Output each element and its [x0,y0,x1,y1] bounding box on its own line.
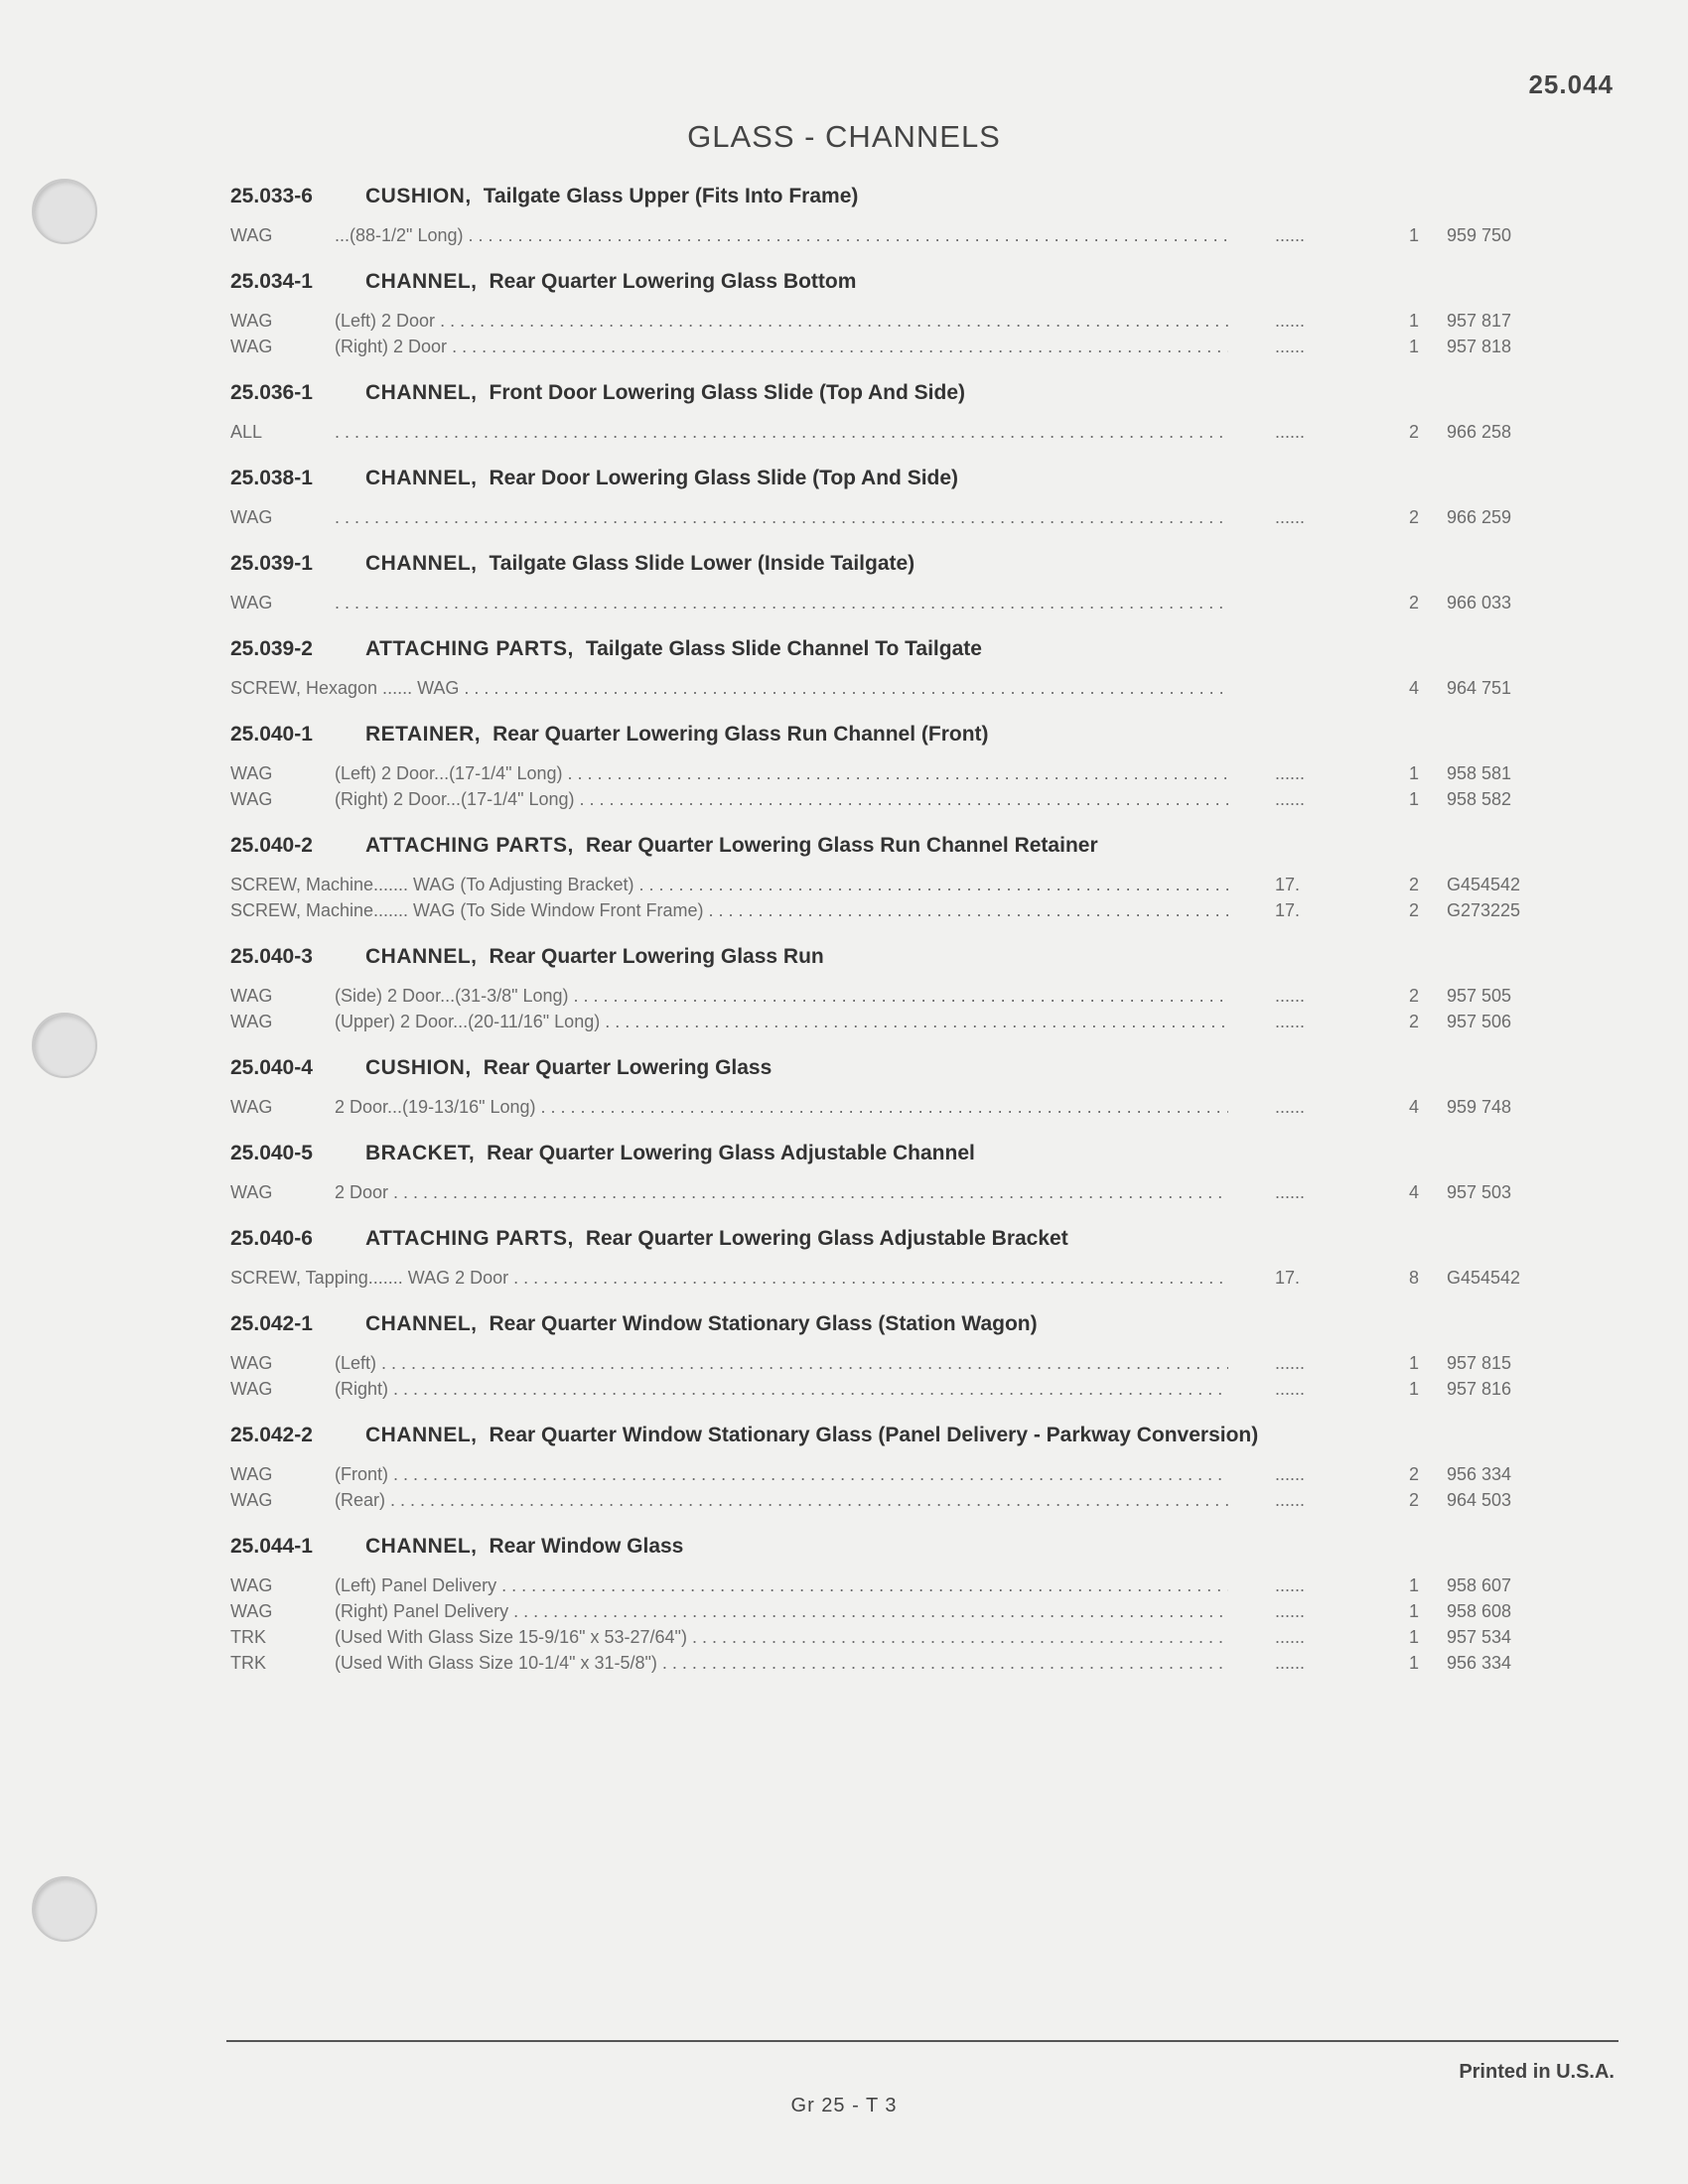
part-row [230,308,1561,334]
part-name: CHANNEL, [365,552,478,575]
quantity: 2 [1408,875,1419,894]
part-number: 966 033 [1447,593,1512,613]
model-code: WAG [230,1182,273,1202]
section-number: 25.036-1 [230,381,313,404]
reference-mark: ...... [1275,1012,1306,1031]
model-code: WAG [230,1012,273,1031]
quantity: 2 [1408,900,1419,920]
model-code: TRK [230,1627,266,1647]
row-description [230,1624,1228,1650]
quantity: 1 [1408,1601,1419,1621]
part-row [230,1350,1561,1376]
row-description [230,1572,1228,1598]
reference-mark: 17. [1275,1268,1301,1288]
row-description [230,1265,1228,1291]
part-description: Tailgate Glass Slide Lower (Inside Tailgate) [489,552,915,575]
part-number: 957 503 [1447,1182,1512,1202]
part-row [230,222,1561,248]
part-name: ATTACHING PARTS, [365,834,574,857]
model-code: WAG [230,1575,273,1595]
part-row [230,1009,1561,1034]
section-number: 25.034-1 [230,270,313,293]
part-section [230,717,1561,828]
row-description [230,590,1228,615]
row-detail: (Left) 2 Door...(17-1/4" Long) [335,763,563,783]
section-number: 25.040-1 [230,723,313,746]
row-detail: (Used With Glass Size 10-1/4" x 31-5/8") [335,1653,657,1673]
part-row [230,1461,1561,1487]
section-heading [230,1529,1561,1565]
part-name: CHANNEL, [365,381,478,404]
reference-mark: ...... [1275,1353,1306,1373]
part-description: Tailgate Glass Slide Channel To Tailgate [585,637,982,660]
quantity: 1 [1408,1575,1419,1595]
section-heading [230,1306,1561,1342]
part-number: 958 582 [1447,789,1512,809]
part-description: Rear Window Glass [489,1535,684,1558]
part-row [230,872,1561,897]
section-number: 25.040-6 [230,1227,313,1250]
section-number: 25.042-2 [230,1424,313,1446]
quantity: 1 [1408,1627,1419,1647]
part-row [230,897,1561,923]
model-code: WAG [230,1379,273,1399]
section-number: 25.040-5 [230,1142,313,1164]
section-number: 25.040-2 [230,834,313,857]
model-code: WAG [230,986,273,1006]
printed-in-label: Printed in U.S.A. [1459,2061,1615,2083]
row-detail: (To Adjusting Bracket) [460,875,634,894]
quantity: 1 [1408,337,1419,356]
model-code: SCREW, Machine....... WAG [230,875,456,894]
row-description [230,1598,1228,1624]
quantity: 1 [1408,1353,1419,1373]
model-code: WAG [230,593,273,613]
row-description [230,334,1228,359]
row-detail: 2 Door [335,1182,389,1202]
row-detail: (Front) [335,1464,389,1484]
model-code: WAG [230,1464,273,1484]
section-heading [230,1050,1561,1086]
part-description: Rear Quarter Window Stationary Glass (Panel Delivery - Parkway Conversion) [489,1424,1259,1446]
part-number: 956 334 [1447,1653,1512,1673]
model-code: TRK [230,1653,266,1673]
row-detail: (Right) Panel Delivery [335,1601,509,1621]
part-name: RETAINER, [365,723,482,746]
reference-mark: ...... [1275,986,1306,1006]
row-detail: (Rear) [335,1490,386,1510]
section-heading [230,631,1561,667]
part-number: 957 534 [1447,1627,1512,1647]
row-detail: (Right) [335,1379,389,1399]
section-number: 25.040-4 [230,1056,313,1079]
part-name: CUSHION, [365,185,472,207]
binder-hole [32,1876,97,1942]
row-description [230,872,1228,897]
part-number: 958 608 [1447,1601,1512,1621]
section-heading [230,1136,1561,1171]
row-detail: 2 Door...(19-13/16" Long) [335,1097,536,1117]
part-section [230,1418,1561,1529]
part-description: Tailgate Glass Upper (Fits Into Frame) [483,185,859,207]
row-detail: (Side) 2 Door...(31-3/8" Long) [335,986,569,1006]
part-row [230,983,1561,1009]
row-description [230,983,1228,1009]
part-section [230,1529,1561,1692]
section-number: 25.042-1 [230,1312,313,1335]
reference-mark: ...... [1275,225,1306,245]
reference-mark: ...... [1275,763,1306,783]
row-description [230,1094,1228,1120]
part-number: G454542 [1447,1268,1521,1288]
part-number: 958 607 [1447,1575,1512,1595]
quantity: 1 [1408,763,1419,783]
model-code: WAG [230,337,273,356]
page-number: 25.044 [1528,69,1614,99]
row-description [230,504,1228,530]
part-number: 957 506 [1447,1012,1512,1031]
part-number: 956 334 [1447,1464,1512,1484]
row-detail: (Left) 2 Door [335,311,436,331]
part-number: 959 748 [1447,1097,1512,1117]
part-name: CUSHION, [365,1056,472,1079]
group-code: Gr 25 - T 3 [790,2095,898,2116]
quantity: 4 [1408,1097,1419,1117]
row-detail: (Upper) 2 Door...(20-11/16" Long) [335,1012,601,1031]
row-detail: ...(88-1/2" Long) [335,225,464,245]
section-heading [230,1418,1561,1453]
row-description [230,760,1228,786]
section-heading [230,1221,1561,1257]
part-section [230,939,1561,1050]
part-number: 959 750 [1447,225,1512,245]
part-section [230,828,1561,939]
model-code: WAG [230,789,273,809]
part-name: ATTACHING PARTS, [365,1227,574,1250]
part-row [230,590,1561,615]
quantity: 2 [1408,986,1419,1006]
part-number: 964 751 [1447,678,1512,698]
quantity: 4 [1408,678,1419,698]
part-row [230,504,1561,530]
part-description: Rear Quarter Lowering Glass Run Channel (Front) [492,723,989,746]
part-number: 966 258 [1447,422,1512,442]
row-description [230,1650,1228,1676]
section-heading [230,375,1561,411]
part-section [230,631,1561,717]
quantity: 2 [1408,507,1419,527]
part-row [230,1179,1561,1205]
section-number: 25.033-6 [230,185,313,207]
section-number: 25.044-1 [230,1535,313,1558]
reference-mark: 17. [1275,900,1301,920]
part-description: Rear Quarter Lowering Glass [483,1056,773,1079]
part-name: BRACKET, [365,1142,476,1164]
part-section [230,1050,1561,1136]
part-row [230,786,1561,812]
part-description: Rear Door Lowering Glass Slide (Top And Side) [489,467,959,489]
row-detail: (Left) [335,1353,377,1373]
part-number: 958 581 [1447,763,1512,783]
reference-mark: ...... [1275,337,1306,356]
part-number: 957 505 [1447,986,1512,1006]
part-name: CHANNEL, [365,1535,478,1558]
row-description [230,222,1228,248]
part-number: 964 503 [1447,1490,1512,1510]
part-number: G273225 [1447,900,1521,920]
quantity: 1 [1408,1379,1419,1399]
part-section [230,546,1561,631]
quantity: 2 [1408,593,1419,613]
part-section [230,1221,1561,1306]
part-description: Rear Quarter Lowering Glass Adjustable Channel [487,1142,975,1164]
row-description [230,1350,1228,1376]
part-description: Rear Quarter Window Stationary Glass (Station Wagon) [489,1312,1038,1335]
row-description [230,1461,1228,1487]
part-number: G454542 [1447,875,1521,894]
reference-mark: ...... [1275,1601,1306,1621]
section-heading [230,461,1561,496]
model-code: WAG [230,507,273,527]
part-description: Rear Quarter Lowering Glass Run [489,945,824,968]
binder-hole [32,1013,97,1078]
row-description [230,675,1228,701]
quantity: 2 [1408,1012,1419,1031]
part-description: Rear Quarter Lowering Glass Bottom [489,270,857,293]
row-description [230,419,1228,445]
part-section [230,1306,1561,1418]
model-code: WAG [230,1353,273,1373]
reference-mark: ...... [1275,422,1306,442]
reference-mark: 17. [1275,875,1301,894]
part-name: CHANNEL, [365,1312,478,1335]
model-code: WAG [230,763,273,783]
section-number: 25.038-1 [230,467,313,489]
model-code: WAG [230,311,273,331]
row-detail: 2 Door [455,1268,509,1288]
reference-mark: ...... [1275,1575,1306,1595]
model-code: SCREW, Hexagon ...... WAG [230,678,460,698]
part-section [230,179,1561,264]
part-name: CHANNEL, [365,467,478,489]
part-row [230,1572,1561,1598]
reference-mark: ...... [1275,1653,1306,1673]
part-number: 957 818 [1447,337,1512,356]
part-row [230,1265,1561,1291]
reference-mark: ...... [1275,1490,1306,1510]
model-code: SCREW, Tapping....... WAG [230,1268,451,1288]
reference-mark: ...... [1275,311,1306,331]
reference-mark: ...... [1275,1379,1306,1399]
section-heading [230,179,1561,214]
part-section [230,461,1561,546]
quantity: 1 [1408,789,1419,809]
part-section [230,264,1561,375]
row-description [230,1009,1228,1034]
section-heading [230,717,1561,752]
row-description [230,1376,1228,1402]
row-description [230,786,1228,812]
reference-mark: ...... [1275,507,1306,527]
part-row [230,1624,1561,1650]
binder-hole [32,179,97,244]
part-number: 957 817 [1447,311,1512,331]
part-description: Rear Quarter Lowering Glass Adjustable Bracket [585,1227,1068,1250]
row-description [230,897,1228,923]
reference-mark: ...... [1275,1464,1306,1484]
page-title: GLASS - CHANNELS [687,119,1001,154]
part-number: 957 816 [1447,1379,1512,1399]
row-detail: (Right) 2 Door...(17-1/4" Long) [335,789,575,809]
section-number: 25.039-2 [230,637,313,660]
model-code: WAG [230,1601,273,1621]
section-heading [230,828,1561,864]
row-description [230,1179,1228,1205]
reference-mark: ...... [1275,789,1306,809]
footer-divider [226,2040,1618,2042]
part-row [230,419,1561,445]
section-heading [230,264,1561,300]
model-code: SCREW, Machine....... WAG [230,900,456,920]
quantity: 4 [1408,1182,1419,1202]
model-code: WAG [230,1490,273,1510]
part-row [230,1376,1561,1402]
section-heading [230,939,1561,975]
reference-mark: ...... [1275,1097,1306,1117]
reference-mark: ...... [1275,1627,1306,1647]
row-detail: (To Side Window Front Frame) [460,900,704,920]
part-name: CHANNEL, [365,945,478,968]
row-detail: (Right) 2 Door [335,337,448,356]
section-number: 25.039-1 [230,552,313,575]
part-description: Front Door Lowering Glass Slide (Top And Side) [489,381,966,404]
row-description [230,1487,1228,1513]
quantity: 1 [1408,1653,1419,1673]
part-name: CHANNEL, [365,1424,478,1446]
quantity: 8 [1408,1268,1419,1288]
section-number: 25.040-3 [230,945,313,968]
row-detail: (Used With Glass Size 15-9/16" x 53-27/64") [335,1627,687,1647]
quantity: 2 [1408,1490,1419,1510]
part-row [230,1094,1561,1120]
reference-mark: ...... [1275,1182,1306,1202]
model-code: ALL [230,422,263,442]
quantity: 1 [1408,225,1419,245]
model-code: WAG [230,1097,273,1117]
part-number: 966 259 [1447,507,1512,527]
part-number: 957 815 [1447,1353,1512,1373]
quantity: 1 [1408,311,1419,331]
part-row [230,675,1561,701]
part-row [230,760,1561,786]
quantity: 2 [1408,1464,1419,1484]
part-row [230,1650,1561,1676]
parts-list [230,179,1561,1692]
part-row [230,334,1561,359]
row-detail: (Left) Panel Delivery [335,1575,497,1595]
row-description [230,308,1228,334]
part-section [230,375,1561,461]
part-description: Rear Quarter Lowering Glass Run Channel Retainer [585,834,1098,857]
quantity: 2 [1408,422,1419,442]
part-name: ATTACHING PARTS, [365,637,574,660]
model-code: WAG [230,225,273,245]
part-section [230,1136,1561,1221]
part-name: CHANNEL, [365,270,478,293]
section-heading [230,546,1561,582]
part-row [230,1487,1561,1513]
part-row [230,1598,1561,1624]
